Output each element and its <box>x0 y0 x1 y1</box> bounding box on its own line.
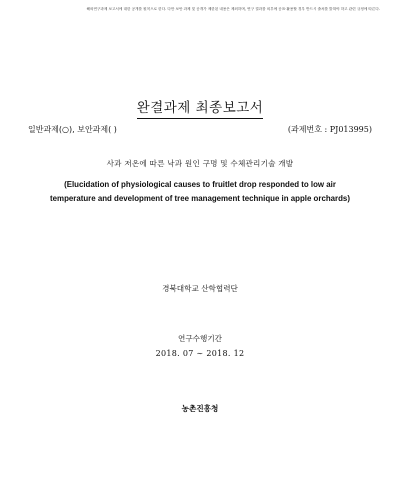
title-block <box>0 96 400 119</box>
confidentiality-notice: 해외연구과제 보고서에 대한 공개를 원칙으로 한다. 다만 보안 과제 및 공개가 제한된 내용은 제외하며, 연구 결과를 외부에 공표·활용할 경우 반드시 출처를 밝혀야 하고 관련 규정에 따른다. <box>86 7 380 11</box>
research-period-value: 2018. 07 ∼ 2018. 12 <box>155 349 245 358</box>
report-title: 완결과제 최종보고서 <box>137 96 264 119</box>
english-title-line-2: temperature and development of tree management technique in apple orchards) <box>50 194 350 203</box>
english-project-title <box>26 178 374 206</box>
task-type: 일반과제(○), 보안과제( ) <box>28 125 117 134</box>
task-type-row <box>28 124 372 135</box>
korean-project-title: 사과 저온에 따른 낙과 원인 구명 및 수체관리기술 개발 <box>106 159 294 168</box>
institution-name: 경북대학교 산학협력단 <box>162 284 238 293</box>
research-period-label: 연구수행기간 <box>177 334 222 343</box>
task-number: (과제번호 : PJ013995) <box>287 125 372 134</box>
english-title-line-1: (Elucidation of physiological causes to fruitlet drop responded to low air <box>64 180 336 189</box>
funding-agency: 농촌진흥청 <box>181 404 219 413</box>
